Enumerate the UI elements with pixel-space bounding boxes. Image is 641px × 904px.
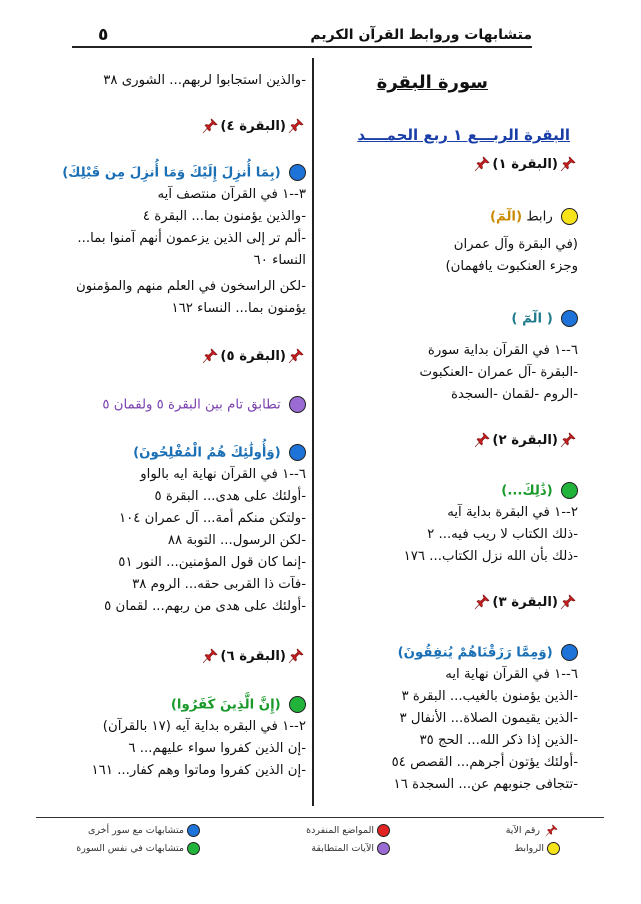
similar-line: -والذين يؤمنون بما... البقرة ٤ xyxy=(142,209,306,224)
blue-circle-icon xyxy=(187,824,200,837)
verse-heading: (ذَٰلِكَ...) xyxy=(501,482,578,501)
similar-line: ٦--١ في القرآن نهاية ايه xyxy=(445,667,578,682)
similar-line: -ولتكن منكم أمة... آل عمران ١٠٤ xyxy=(118,511,306,526)
green-circle-icon xyxy=(289,696,306,713)
pin-icon xyxy=(560,594,576,610)
legend-unique: المواضع المنفردة xyxy=(306,824,390,837)
verse-label-6: (البقرة ٦) xyxy=(200,648,306,666)
link-text: وجزء العنكبوت يافهمان) xyxy=(445,259,578,274)
page-number: ٥ xyxy=(98,25,109,45)
pin-icon xyxy=(202,648,218,664)
rub-title: البقرة الربـــع ١ ربع الحمــــد xyxy=(357,126,570,144)
verse-heading: (وَمِمَّا رَزَقْنَاهُمْ يُنفِقُونَ) xyxy=(398,644,578,663)
similar-line: -أولئك على هدى... البقرة ٥ xyxy=(154,489,306,504)
blue-circle-icon xyxy=(561,644,578,661)
similar-line: -أولئك على هدى من ربهم... لقمان ٥ xyxy=(104,599,306,614)
pin-icon xyxy=(560,432,576,448)
similar-line: -إن الذين كفروا وماتوا وهم كفار... ١٦١ xyxy=(91,763,306,778)
similar-line: يؤمنون بما... النساء ١٦٢ xyxy=(171,301,306,316)
similar-line: -والذين استجابوا لربهم... الشورى ٣٨ xyxy=(103,73,306,88)
blue-circle-icon xyxy=(289,164,306,181)
legend-divider xyxy=(36,817,604,818)
blue-circle-icon xyxy=(289,444,306,461)
page-header xyxy=(72,24,532,48)
green-circle-icon xyxy=(561,482,578,499)
pin-icon xyxy=(202,348,218,364)
pin-icon xyxy=(474,156,490,172)
similar-line: -إنما كان قول المؤمنين... النور ٥١ xyxy=(118,555,306,570)
yellow-circle-icon xyxy=(561,208,578,225)
purple-circle-icon xyxy=(377,842,390,855)
similar-line: -تتجافى جنوبهم عن... السجدة ١٦ xyxy=(393,777,578,792)
similar-line: ٢--١ في البقرة بداية آيه xyxy=(447,505,578,520)
legend-other-surahs: متشابهات مع سور أخرى xyxy=(88,824,200,837)
pin-icon xyxy=(288,118,304,134)
pin-icon xyxy=(560,156,576,172)
similar-line: -الذين يؤمنون بالغيب... البقرة ٣ xyxy=(401,689,578,704)
column-divider xyxy=(312,58,314,806)
blue-circle-icon xyxy=(561,310,578,327)
similar-line: ٣--١ في القرآن منتصف آيه xyxy=(157,187,306,202)
red-circle-icon xyxy=(377,824,390,837)
pin-icon xyxy=(474,594,490,610)
similar-line: -ذلك بأن الله نزل الكتاب... ١٧٦ xyxy=(403,549,578,564)
purple-circle-icon xyxy=(289,396,306,413)
link-text: (في البقرة وآل عمران xyxy=(453,237,578,252)
verse-label-5: (البقرة ٥) xyxy=(200,348,306,366)
pin-icon xyxy=(288,348,304,364)
verse-label-4: (البقرة ٤) xyxy=(200,118,306,136)
similar-line: -أولئك يؤتون أجرهم... القصص ٥٤ xyxy=(391,755,578,770)
similar-line: النساء ٦٠ xyxy=(253,253,306,268)
surah-title: سورة البقرة xyxy=(376,72,488,93)
similar-line: ٦--١ في القرآن بداية سورة xyxy=(427,343,578,358)
book-title: متشابهات وروابط القرآن الكريم xyxy=(310,27,532,43)
legend-same-surah: متشابهات في نفس السورة xyxy=(76,842,200,855)
legend-links: الروابط xyxy=(514,842,560,855)
yellow-circle-icon xyxy=(547,842,560,855)
pin-icon xyxy=(202,118,218,134)
pin-icon xyxy=(474,432,490,448)
similar-line: -فآت ذا القربى حقه... الروم ٣٨ xyxy=(132,577,306,592)
legend-verse-number: رقم الآية xyxy=(506,824,560,837)
verse-label-1: (البقرة ١) xyxy=(472,156,578,174)
similar-line: -الذين إذا ذكر الله... الحج ٣٥ xyxy=(419,733,578,748)
link-line: رابط (الٓمٓ) xyxy=(490,208,578,227)
pin-icon xyxy=(288,648,304,664)
identical-match-line: تطابق تام بين البقرة ٥ ولقمان ٥ xyxy=(102,396,306,415)
verse-heading: (بِمَا أُنزِلَ إِلَيْكَ وَمَا أُنزِلَ مِن قَبْلِكَ) xyxy=(62,164,306,183)
verse-heading: (إِنَّ الَّذِينَ كَفَرُوا) xyxy=(171,696,306,715)
pin-icon xyxy=(545,824,558,837)
similar-line: -لكن الرسول... التوبة ٨٨ xyxy=(167,533,306,548)
legend xyxy=(40,824,580,864)
similar-line: -الروم -لقمان -السجدة xyxy=(450,387,578,402)
similar-line: ٢--١ في البقره بداية آيه (١٧ بالقرآن) xyxy=(102,719,306,734)
similar-line: -ألم تر إلى الذين يزعمون أنهم آمنوا بما... xyxy=(77,231,306,246)
similar-line: ٦--١ في القرآن نهاية ايه بالواو xyxy=(140,467,306,482)
similar-line: -لكن الراسخون في العلم منهم والمؤمنون xyxy=(75,279,306,294)
similar-line: -البقرة -آل عمران -العنكبوت xyxy=(419,365,578,380)
legend-identical: الآيات المتطابقة xyxy=(311,842,390,855)
similar-line: -إن الذين كفروا سواء عليهم... ٦ xyxy=(128,741,306,756)
verse-label-3: (البقرة ٣) xyxy=(472,594,578,612)
verse-heading: (وَأُولَٰئِكَ هُمُ الْمُفْلِحُونَ) xyxy=(133,444,306,463)
verse-label-2: (البقرة ٢) xyxy=(472,432,578,450)
green-circle-icon xyxy=(187,842,200,855)
similar-line: -ذلك الكتاب لا ريب فيه... ٢ xyxy=(427,527,578,542)
similar-line: -الذين يقيمون الصلاة... الأنفال ٣ xyxy=(399,711,578,726)
verse-heading: ( الٓمٓ ) xyxy=(511,310,578,329)
